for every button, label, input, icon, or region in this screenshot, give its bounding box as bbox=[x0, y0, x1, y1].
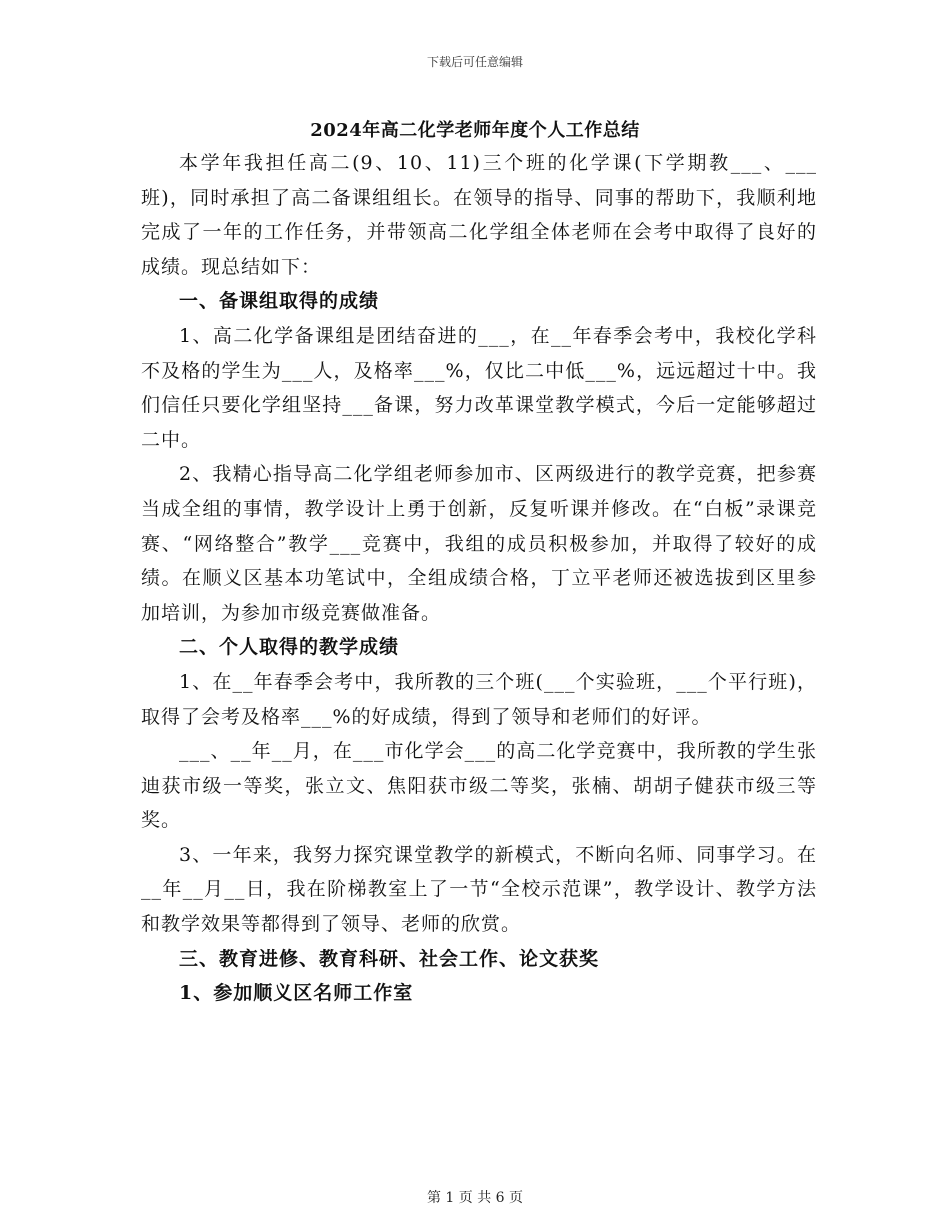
body-paragraph: 1、高二化学备课组是团结奋进的___，在__年春季会考中，我校化学科不及格的学生为___人，及格率___%，仅比二中低___%，远远超过十中。我们信任只要化学组坚持___备课，努力改革课堂教学模式，今后一定能够超过二中。 bbox=[141, 324, 817, 451]
section-heading-3: 三、教育进修、教育科研、社会工作、论文获奖 bbox=[179, 947, 600, 970]
page-header-note: 下载后可任意编辑 bbox=[426, 55, 523, 69]
section-heading-2: 二、个人取得的教学成绩 bbox=[179, 636, 400, 659]
page-number: 第 1 页 共 6 页 bbox=[426, 1190, 524, 1206]
body-paragraph: 1、在__年春季会考中，我所教的三个班(___个实验班，___个平行班)，取得了会考及格率___%的好成绩，得到了领导和老师们的好评。 bbox=[141, 670, 817, 728]
body-paragraph: 2、我精心指导高二化学组老师参加市、区两级进行的教学竞赛，把参赛当成全组的事情，教学设计上勇于创新，反复听课并修改。在“白板”录课竞赛、“网络整合”教学___竞赛中，我组的成员积极参加，并取得了较好的成绩。在顺义区基本功笔试中，全组成绩合格，丁立平老师还被选拔到区里参加培训，为参加市级竞赛做准备。 bbox=[141, 463, 817, 624]
document-title: 2024年高二化学老师年度个人工作总结 bbox=[310, 120, 640, 141]
body-paragraph: 3、一年来，我努力探究课堂教学的新模式，不断向名师、同事学习。在__年__月__日，我在阶梯教室上了一节“全校示范课”，教学设计、教学方法和教学效果等都得到了领导、老师的欣赏。 bbox=[141, 843, 817, 936]
body-paragraph: ___、__年__月，在___市化学会___的高二化学竞赛中，我所教的学生张迪获市级一等奖，张立文、焦阳获市级二等奖，张楠、胡胡子健获市级三等奖。 bbox=[141, 740, 817, 832]
section-heading-1: 一、备课组取得的成绩 bbox=[179, 290, 380, 313]
document-body bbox=[141, 146, 817, 1011]
subsection-heading: 1、参加顺义区名师工作室 bbox=[179, 982, 414, 1005]
intro-paragraph: 本学年我担任高二(9、10、11)三个班的化学课(下学期教___、___班)，同时承担了高二备课组组长。在领导的指导、同事的帮助下，我顺利地完成了一年的工作任务，并带领高二化学组全体老师在会考中取得了良好的成绩。现总结如下： bbox=[141, 152, 817, 278]
